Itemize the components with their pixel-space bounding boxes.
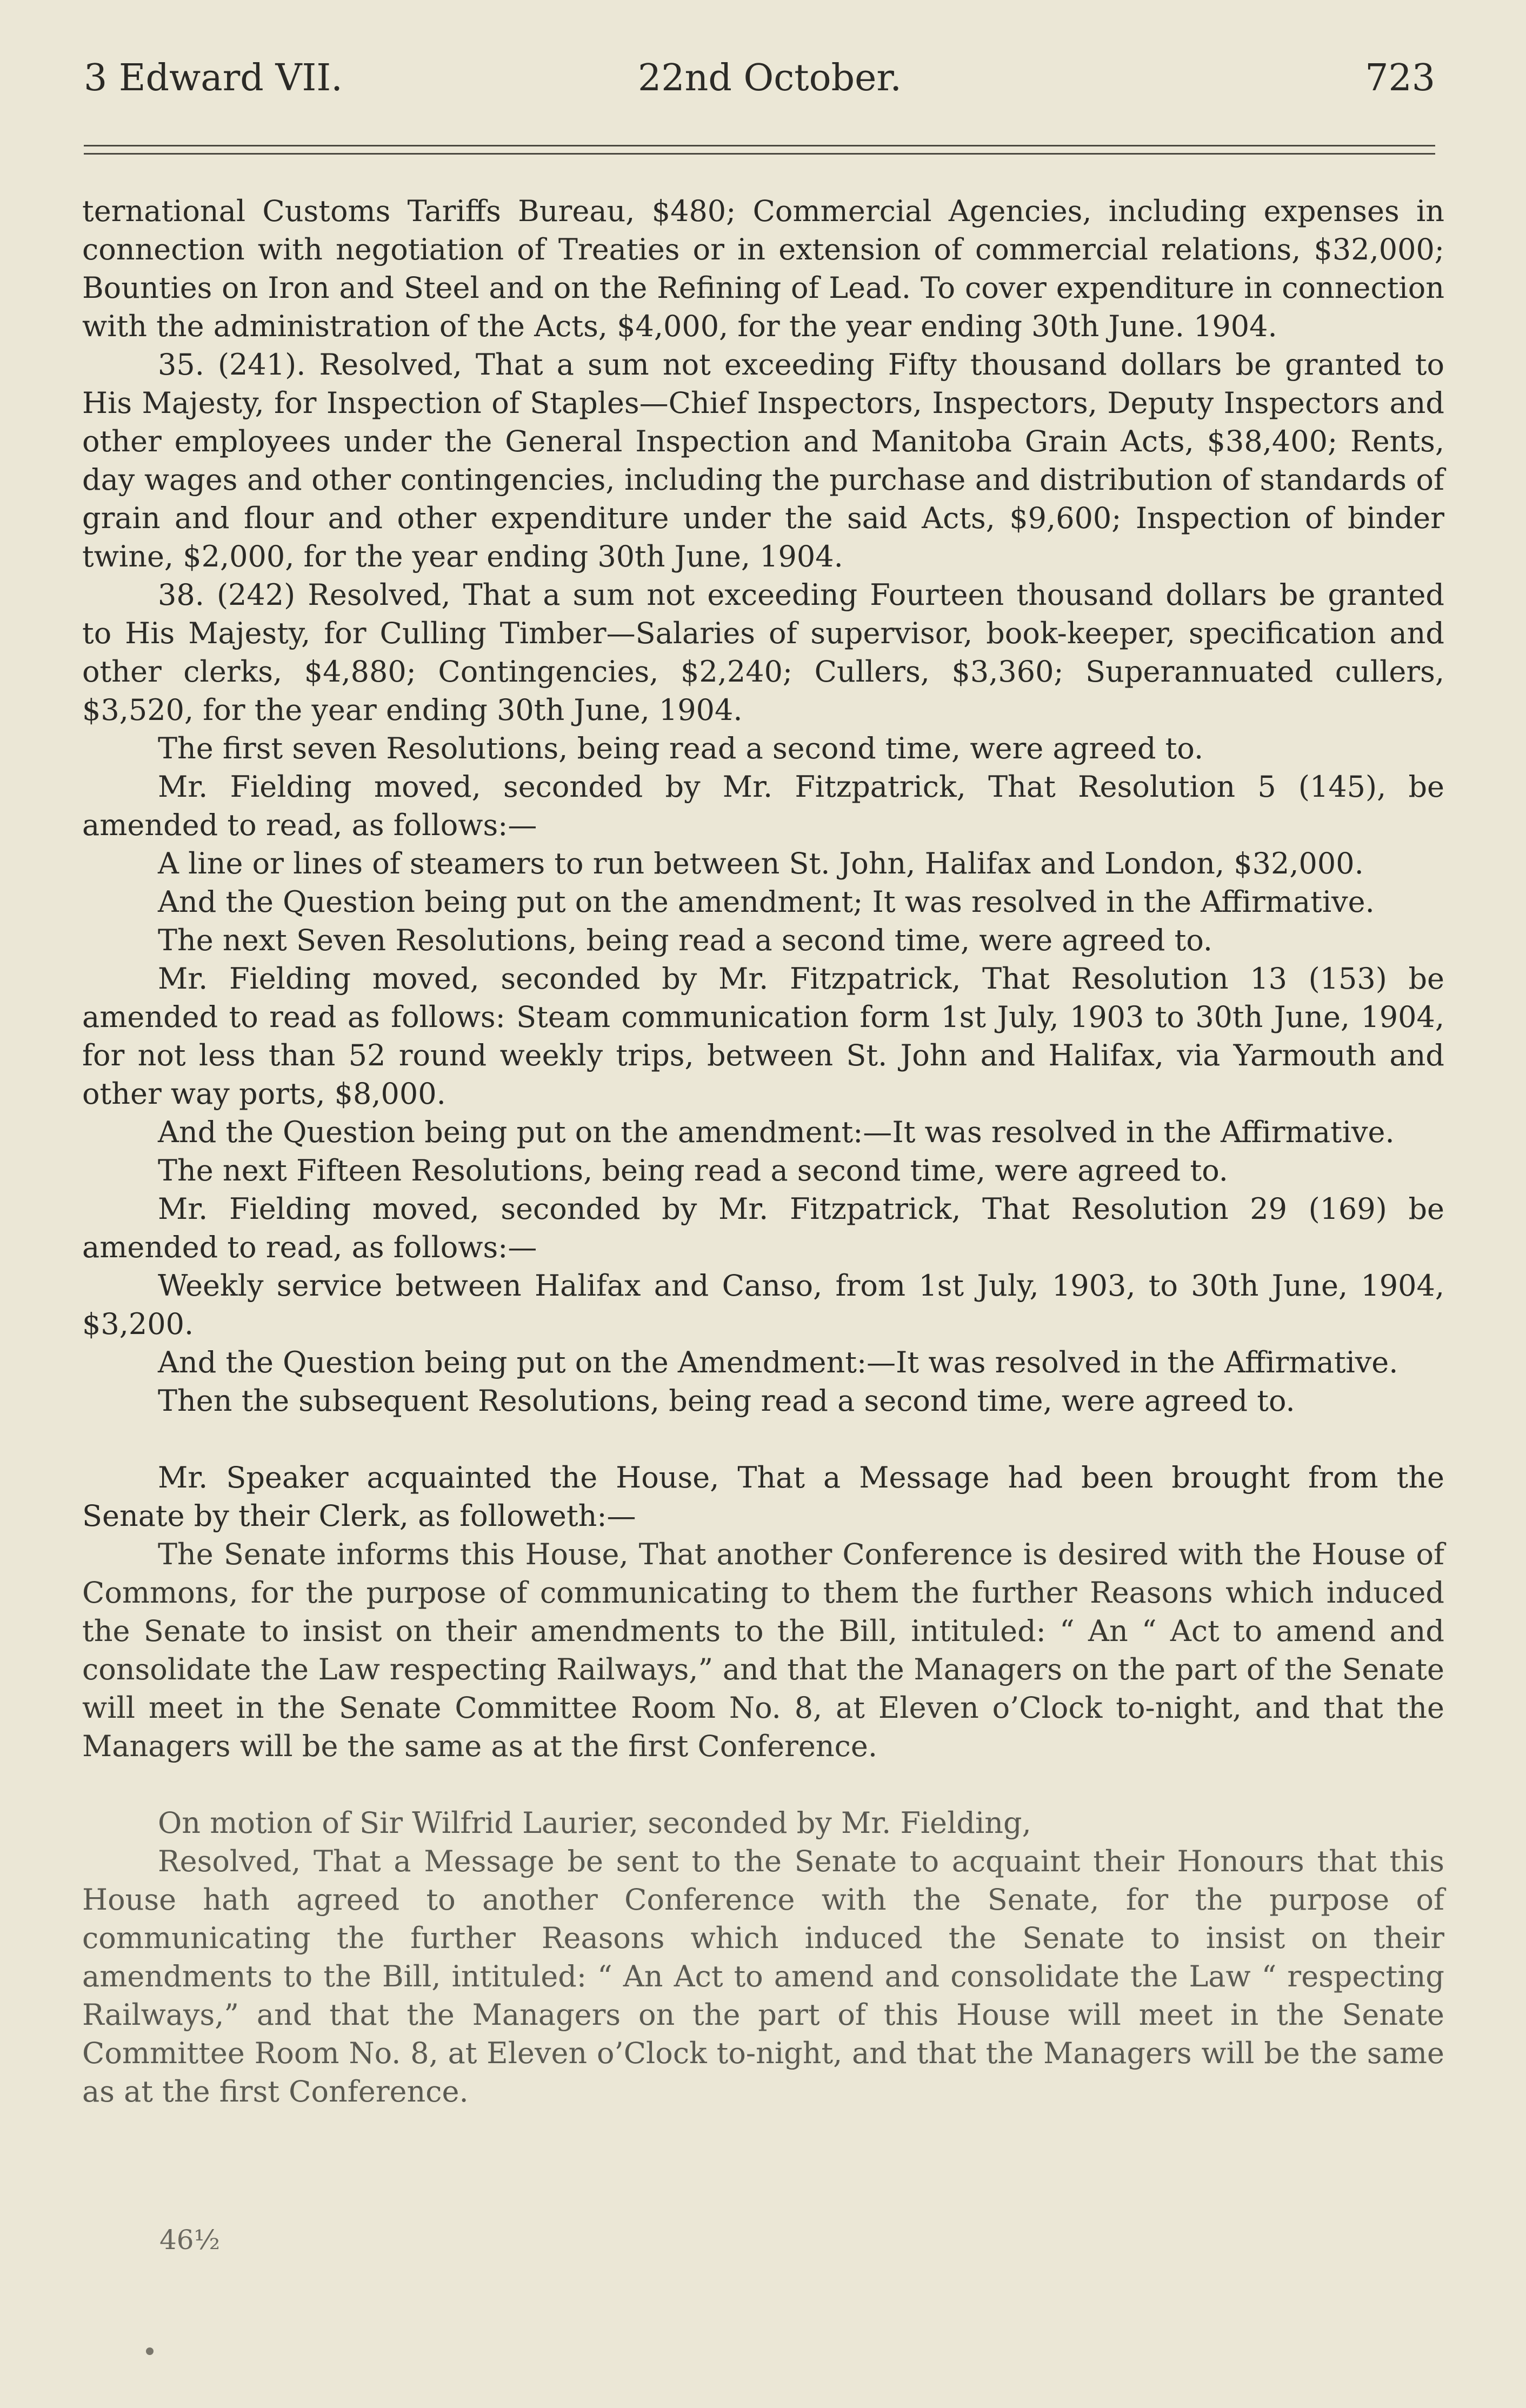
page-body [82, 192, 1444, 2111]
paragraph-question-amendment-2: And the Question being put on the amendment:—It was resolved in the Affirmative. [158, 1115, 1395, 1149]
paragraph-motion-resolution-13: Mr. Fielding moved, seconded by Mr. Fitzpatrick, That Resolution 13 (153) be amended to read as follows: Steam communication form 1st July, 1903 to 30th June, 1904, for not less than 52 round weekly trips, between St. John and Halifax, via Yarmouth and other way ports, $8,000. [82, 962, 1444, 1111]
paragraph-senate-conference: The Senate informs this House, That another Conference is desired with the House of Commons, for the purpose of communicating to them the further Reasons which induced the Senate to insist on their amendments to the Bill, intituled: “ An “ Act to amend and consolidate the Law respecting Railways,” and that the Managers on the part of the Senate will meet in the Senate Committee Room No. 8, at Eleven o’Clock to-night, and that the Managers will be the same as at the first Conference. [82, 1537, 1444, 1763]
header-rule-bottom [84, 153, 1435, 155]
paragraph-motion-resolution-29: Mr. Fielding moved, seconded by Mr. Fitzpatrick, That Resolution 29 (169) be amended to read, as follows:— [82, 1192, 1444, 1264]
paragraph-steamers-line: A line or lines of steamers to run between St. John, Halifax and London, $32,000. [158, 846, 1364, 881]
regnal-year: 3 Edward VII. [84, 57, 343, 99]
page-header [84, 57, 1435, 111]
paragraph-resolved-message: Resolved, That a Message be sent to the Senate to acquaint their Honours that this House hath agreed to another Conference with the Senate, for the purpose of communicating the further Reasons which induced the Senate to insist on their amendments to the Bill, intituled: “ An Act to amend and consolidate the Law “ respecting Railways,” and that the Managers on the part of this House will meet in the Senate Committee Room No. 8, at Eleven o’Clock to-night, and that the Managers will be the same as at the first Conference. [82, 1844, 1444, 2109]
paragraph-motion-laurier: On motion of Sir Wilfrid Laurier, seconded by Mr. Fielding, [158, 1806, 1031, 1840]
paragraph-first-seven: The first seven Resolutions, being read a second time, were agreed to. [158, 731, 1204, 765]
paragraph-next-fifteen: The next Fifteen Resolutions, being read a second time, were agreed to. [158, 1153, 1228, 1188]
paragraph-question-amendment-1: And the Question being put on the amendment; It was resolved in the Affirmative. [158, 885, 1375, 919]
paragraph-subsequent-resolutions: Then the subsequent Resolutions, being read a second time, were agreed to. [158, 1384, 1295, 1418]
paragraph-resolution-38: 38. (242) Resolved, That a sum not exceeding Fourteen thousand dollars be granted to His Majesty, for Culling Timber—Salaries of supervisor, book-keeper, specification and other clerks, $4,880; Contingencies, $2,240; Cullers, $3,360; Superannuated cullers, $3,520, for the year ending 30th June, 1904. [82, 578, 1444, 727]
paragraph-question-amendment-3: And the Question being put on the Amendment:—It was resolved in the Affirmative. [158, 1345, 1398, 1379]
paragraph-weekly-service: Weekly service between Halifax and Canso, from 1st July, 1903, to 30th June, 1904, $3,200. [82, 1269, 1444, 1341]
paragraph-next-seven: The next Seven Resolutions, being read a second time, were agreed to. [158, 923, 1213, 957]
page-date: 22nd October. [638, 57, 902, 99]
paragraph-motion-resolution-5: Mr. Fielding moved, seconded by Mr. Fitzpatrick, That Resolution 5 (145), be amended to read, as follows:— [82, 770, 1444, 842]
ink-spot [146, 2347, 154, 2355]
header-rule-top [84, 145, 1435, 146]
page-number: 723 [1365, 57, 1435, 99]
paragraph-resolution-35: 35. (241). Resolved, That a sum not exceeding Fifty thousand dollars be granted to His Majesty, for Inspection of Staples—Chief Inspectors, Inspectors, Deputy Inspectors and other employees under the General Inspection and Manitoba Grain Acts, $38,400; Rents, day wages and other contingencies, including the purchase and distribution of standards of grain and flour and other expenditure under the said Acts, $9,600; Inspection of binder twine, $2,000, for the year ending 30th June, 1904. [82, 348, 1444, 573]
signature-mark: 46½ [159, 2224, 221, 2256]
paragraph-continuation: ternational Customs Tariffs Bureau, $480; Commercial Agencies, including expenses in connection with negotiation of Treaties or in extension of commercial relations, $32,000; Bounties on Iron and Steel and on the Refining of Lead. To cover expenditure in connection with the administration of the Acts, $4,000, for the year ending 30th June. 1904. [82, 194, 1444, 343]
paragraph-speaker-message: Mr. Speaker acquainted the House, That a Message had been brought from the Senate by their Clerk, as followeth:— [82, 1460, 1444, 1533]
